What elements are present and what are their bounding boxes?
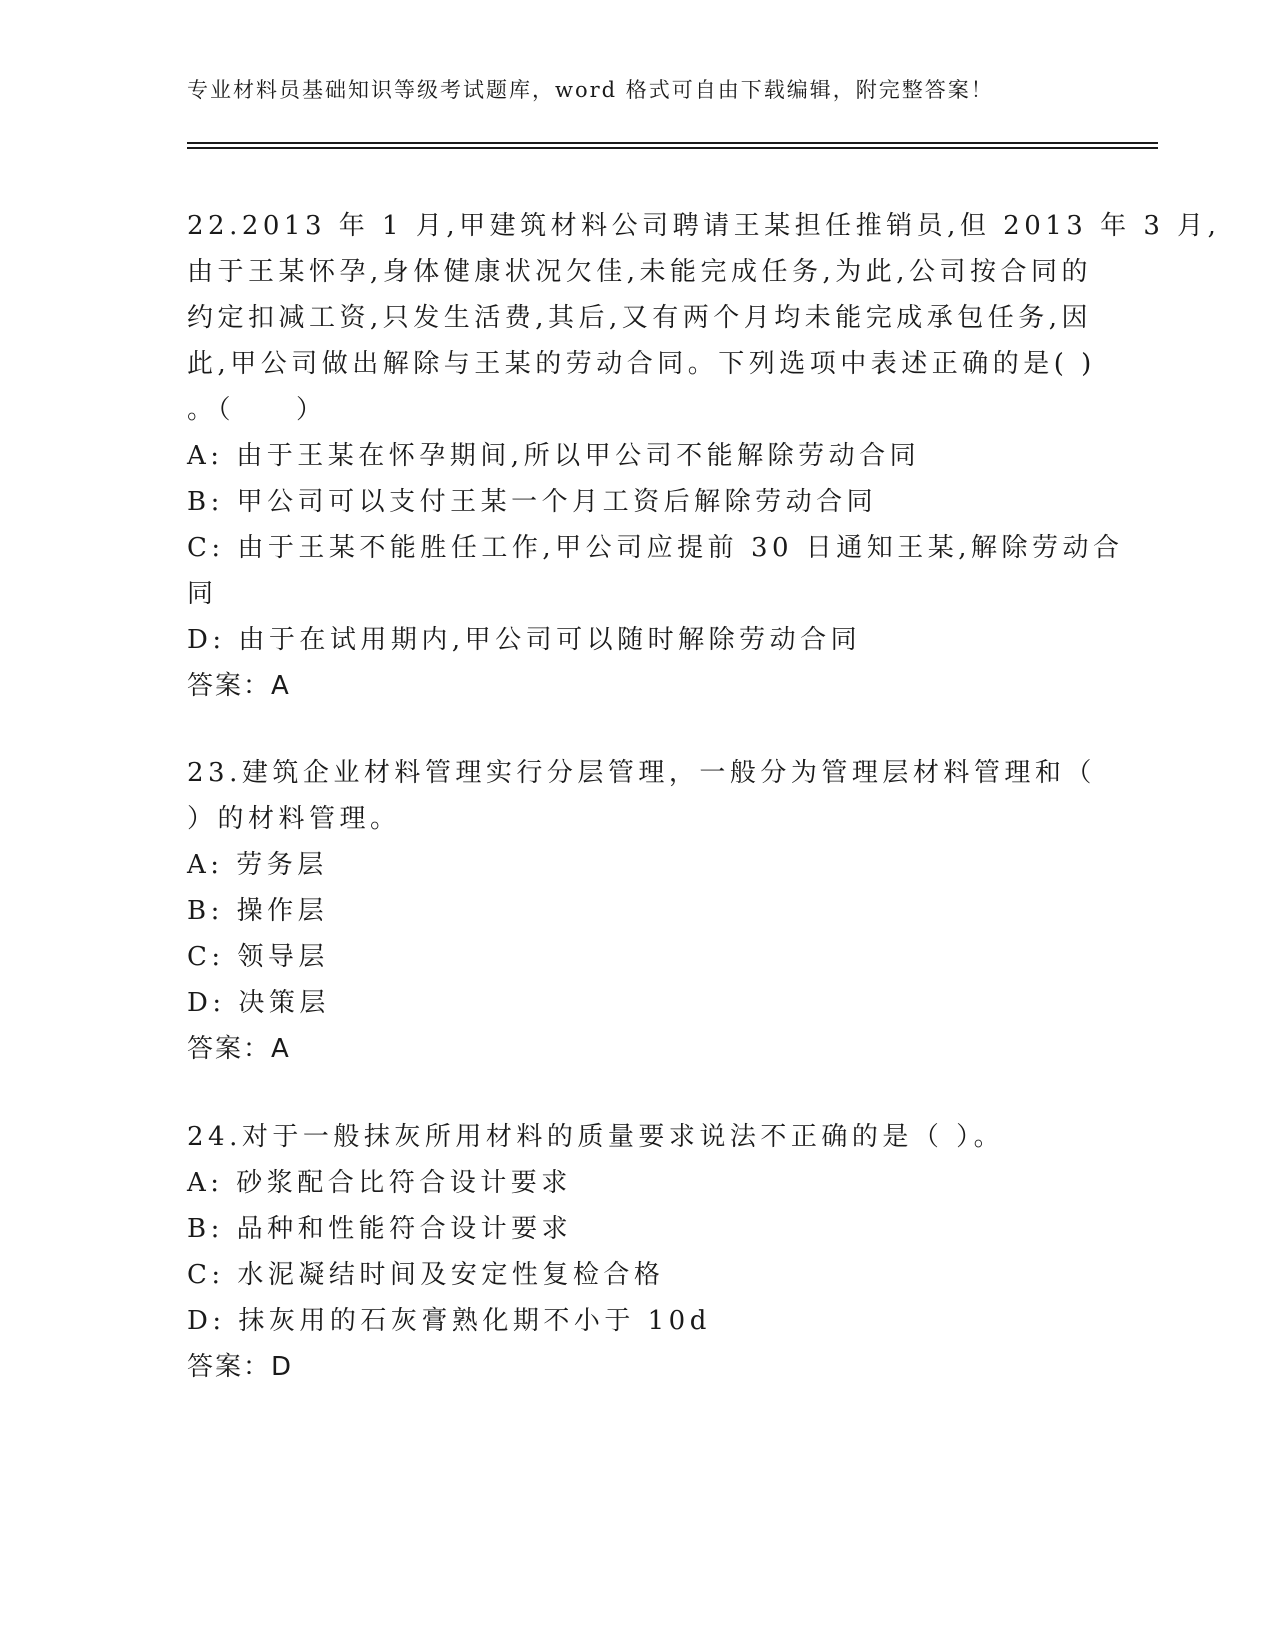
question-stem-line: 约定扣减工资,只发生活费,其后,又有两个月均未能完成承包任务,因 (187, 303, 1093, 333)
header-double-rule (187, 142, 1158, 149)
question-stem-line: ）的材料管理。 (187, 804, 401, 834)
option-d: D: 由于在试用期内,甲公司可以随时解除劳动合同 (187, 625, 862, 655)
question-22 (187, 203, 1221, 709)
option-d: D: 抹灰用的石灰膏熟化期不小于 10d (187, 1306, 711, 1336)
option-b: B: 甲公司可以支付王某一个月工资后解除劳动合同 (187, 487, 878, 517)
question-23 (187, 750, 1096, 1072)
answer-line: 答案：D (187, 1352, 294, 1382)
option-a: A: 劳务层 (187, 850, 328, 880)
option-d: D: 决策层 (187, 988, 330, 1018)
question-stem-line: 24.对于一般抹灰所用材料的质量要求说法不正确的是（ ）。 (187, 1122, 1005, 1152)
option-c-continued: 同 (187, 579, 218, 609)
question-stem-line: 23.建筑企业材料管理实行分层管理，一般分为管理层材料管理和（ (187, 758, 1096, 788)
question-stem-line: 此,甲公司做出解除与王某的劳动合同。下列选项中表述正确的是( ) (187, 349, 1096, 379)
option-c: C: 水泥凝结时间及安定性复检合格 (187, 1260, 665, 1290)
option-a: A: 由于王某在怀孕期间,所以甲公司不能解除劳动合同 (187, 441, 921, 471)
answer-line: 答案：A (187, 671, 291, 701)
question-stem-line: 22.2013 年 1 月,甲建筑材料公司聘请王某担任推销员,但 2013 年 3 月, (187, 211, 1221, 241)
option-c: C: 领导层 (187, 942, 329, 972)
answer-line: 答案：A (187, 1034, 291, 1064)
option-a: A: 砂浆配合比符合设计要求 (187, 1168, 572, 1198)
question-stem-line: 由于王某怀孕,身体健康状况欠佳,未能完成任务,为此,公司按合同的 (187, 257, 1093, 287)
question-24 (187, 1114, 1087, 1390)
option-b: B: 品种和性能符合设计要求 (187, 1214, 573, 1244)
question-stem-line: 。（ ） (187, 395, 327, 425)
option-b: B: 操作层 (187, 896, 329, 926)
page-header-text: 专业材料员基础知识等级考试题库，word 格式可自由下载编辑，附完整答案！ (187, 78, 994, 102)
option-c: C: 由于王某不能胜任工作,甲公司应提前 30 日通知王某,解除劳动合 (187, 533, 1124, 563)
